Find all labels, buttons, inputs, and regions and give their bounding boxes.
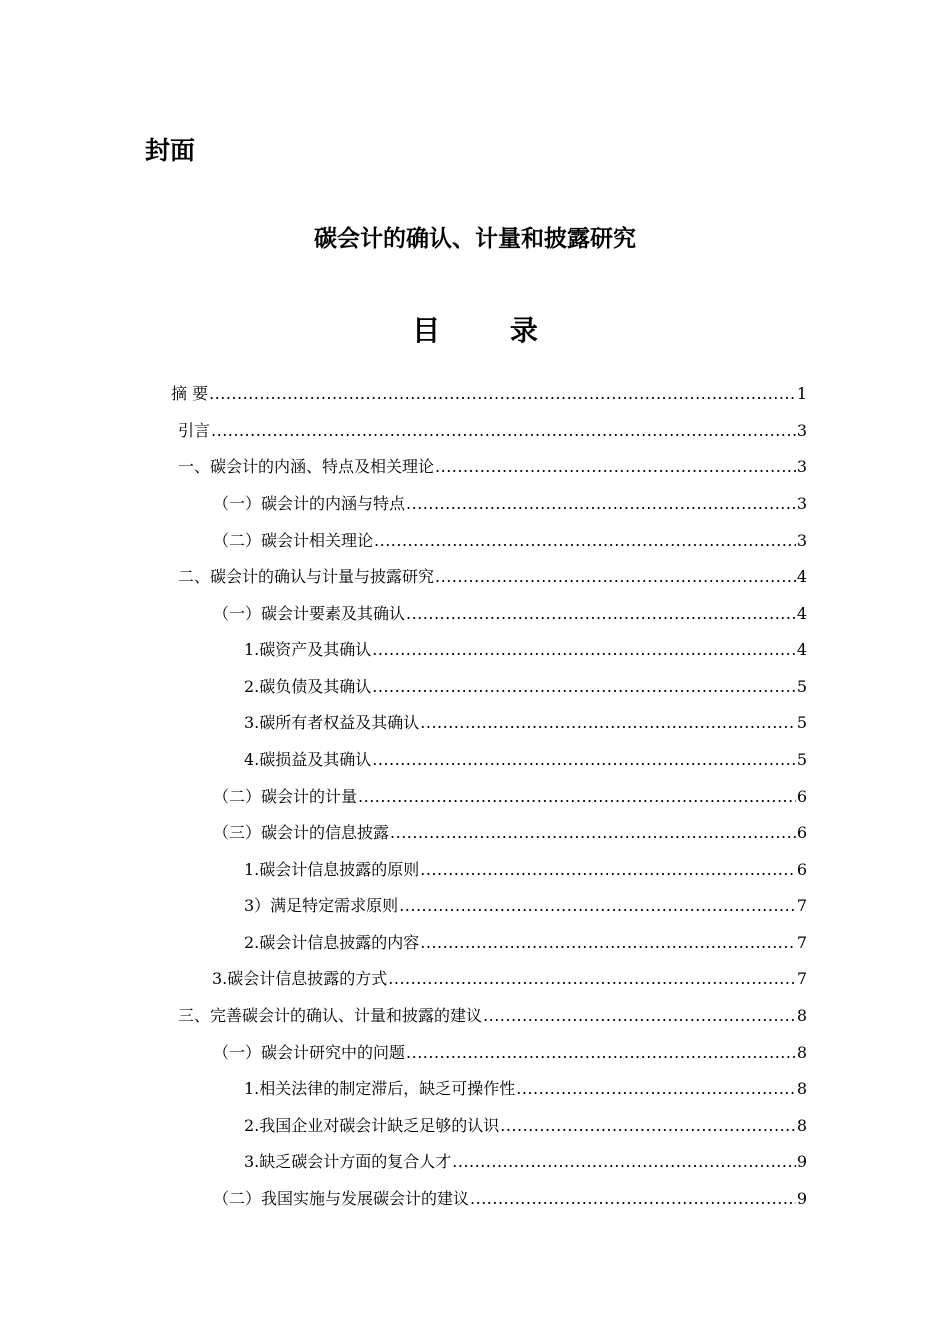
toc-entry[interactable]: [213, 1041, 807, 1065]
toc-entry[interactable]: [244, 711, 807, 735]
toc-entry-label: 2.碳负债及其确认: [244, 677, 372, 696]
toc-entry-label: （二）我国实施与发展碳会计的建议: [213, 1189, 470, 1208]
toc-entry-page: 3: [796, 421, 807, 440]
toc-entry-label: （二）碳会计相关理论: [213, 531, 374, 550]
toc-entry-page: 6: [796, 787, 807, 806]
toc-entry-label: 3）满足特定需求原则: [244, 896, 399, 915]
toc-leader-dots: [483, 1004, 796, 1028]
toc-entry-page: 8: [796, 1043, 807, 1062]
toc-entry-label: （一）碳会计的内涵与特点: [213, 494, 406, 513]
toc-entry-page: 8: [796, 1006, 807, 1025]
toc-entry-page: 8: [796, 1116, 807, 1135]
document-title: 碳会计的确认、计量和披露研究: [314, 226, 636, 252]
toc-entry-page: 4: [796, 604, 807, 623]
toc-entry[interactable]: [212, 967, 807, 991]
toc-entry[interactable]: [213, 492, 807, 516]
toc-entry[interactable]: [244, 931, 807, 955]
toc-entry-label: （一）碳会计要素及其确认: [213, 604, 406, 623]
toc-entry-page: 9: [796, 1152, 807, 1171]
toc-entry[interactable]: [213, 529, 807, 553]
toc-entry-label: （三）碳会计的信息披露: [213, 823, 390, 842]
toc-leader-dots: [500, 1114, 796, 1138]
toc-leader-dots: [435, 455, 796, 479]
toc-entry-label: 引言: [178, 421, 211, 440]
toc-entry-page: 3: [796, 531, 807, 550]
cover-label: 封面: [145, 136, 196, 165]
toc-entry[interactable]: [213, 785, 807, 809]
toc-entry-label: 4.碳损益及其确认: [244, 750, 372, 769]
toc-leader-dots: [406, 1041, 796, 1065]
toc-entry-label: 3.碳所有者权益及其确认: [244, 713, 420, 732]
toc-entry-label: 三、完善碳会计的确认、计量和披露的建议: [178, 1006, 483, 1025]
toc-entry[interactable]: [244, 675, 807, 699]
toc-leader-dots: [372, 675, 796, 699]
toc-leader-dots: [374, 529, 796, 553]
toc-entry[interactable]: [213, 1187, 807, 1211]
toc-entry-label: 3.缺乏碳会计方面的复合人才: [244, 1152, 452, 1171]
toc-entry-page: 3: [796, 494, 807, 513]
toc-entry-page: 7: [796, 933, 807, 952]
toc-entry[interactable]: [244, 1077, 807, 1101]
toc-leader-dots: [209, 382, 796, 406]
toc-entry-label: 2.碳会计信息披露的内容: [244, 933, 420, 952]
toc-entry-label: 二、碳会计的确认与计量与披露研究: [178, 567, 435, 586]
toc-entry-label: 3.碳会计信息披露的方式: [212, 969, 388, 988]
toc-entry-page: 4: [796, 640, 807, 659]
toc-entry-label: 1.碳资产及其确认: [244, 640, 372, 659]
toc-entry[interactable]: [244, 894, 807, 918]
toc-leader-dots: [211, 419, 796, 443]
toc-entry[interactable]: [244, 1150, 807, 1174]
toc-leader-dots: [420, 931, 796, 955]
toc-entry-page: 7: [796, 969, 807, 988]
toc-entry-label: 摘 要: [171, 384, 209, 403]
toc-entry-page: 5: [796, 677, 807, 696]
toc-leader-dots: [470, 1187, 796, 1211]
toc-leader-dots: [452, 1150, 796, 1174]
toc-entry[interactable]: [178, 1004, 807, 1028]
toc-entry[interactable]: [213, 602, 807, 626]
toc-leader-dots: [399, 894, 796, 918]
toc-entry-page: 5: [796, 750, 807, 769]
toc-leader-dots: [516, 1077, 796, 1101]
toc-entry[interactable]: [171, 382, 807, 406]
toc-leader-dots: [420, 858, 796, 882]
toc-entry-page: 9: [796, 1189, 807, 1208]
toc-entry-label: 一、碳会计的内涵、特点及相关理论: [178, 457, 435, 476]
toc-leader-dots: [406, 602, 796, 626]
toc-entry-label: 1.相关法律的制定滞后，缺乏可操作性: [244, 1079, 516, 1098]
toc-entry-page: 3: [796, 457, 807, 476]
toc-entry[interactable]: [244, 638, 807, 662]
toc-entry[interactable]: [178, 419, 807, 443]
toc-heading: 目 录: [412, 314, 568, 347]
toc-entry-label: 1.碳会计信息披露的原则: [244, 860, 420, 879]
toc-leader-dots: [390, 821, 796, 845]
toc-entry-page: 7: [796, 896, 807, 915]
toc-entry-page: 6: [796, 860, 807, 879]
toc-entry-page: 8: [796, 1079, 807, 1098]
toc-entry-page: 5: [796, 713, 807, 732]
toc-entry[interactable]: [244, 858, 807, 882]
toc-leader-dots: [388, 967, 796, 991]
toc-entry-page: 6: [796, 823, 807, 842]
toc-leader-dots: [372, 638, 796, 662]
toc-entry[interactable]: [213, 821, 807, 845]
toc-entry-page: 4: [796, 567, 807, 586]
toc-entry[interactable]: [244, 1114, 807, 1138]
toc-leader-dots: [435, 565, 796, 589]
toc-entry-label: 2.我国企业对碳会计缺乏足够的认识: [244, 1116, 500, 1135]
toc-leader-dots: [358, 785, 796, 809]
toc-leader-dots: [406, 492, 796, 516]
toc-entry-page: 1: [796, 384, 807, 403]
toc-entry[interactable]: [178, 455, 807, 479]
toc-leader-dots: [372, 748, 796, 772]
toc-entry[interactable]: [178, 565, 807, 589]
toc-entry[interactable]: [244, 748, 807, 772]
toc-entry-label: （二）碳会计的计量: [213, 787, 358, 806]
toc-entry-label: （一）碳会计研究中的问题: [213, 1043, 406, 1062]
toc-leader-dots: [420, 711, 796, 735]
